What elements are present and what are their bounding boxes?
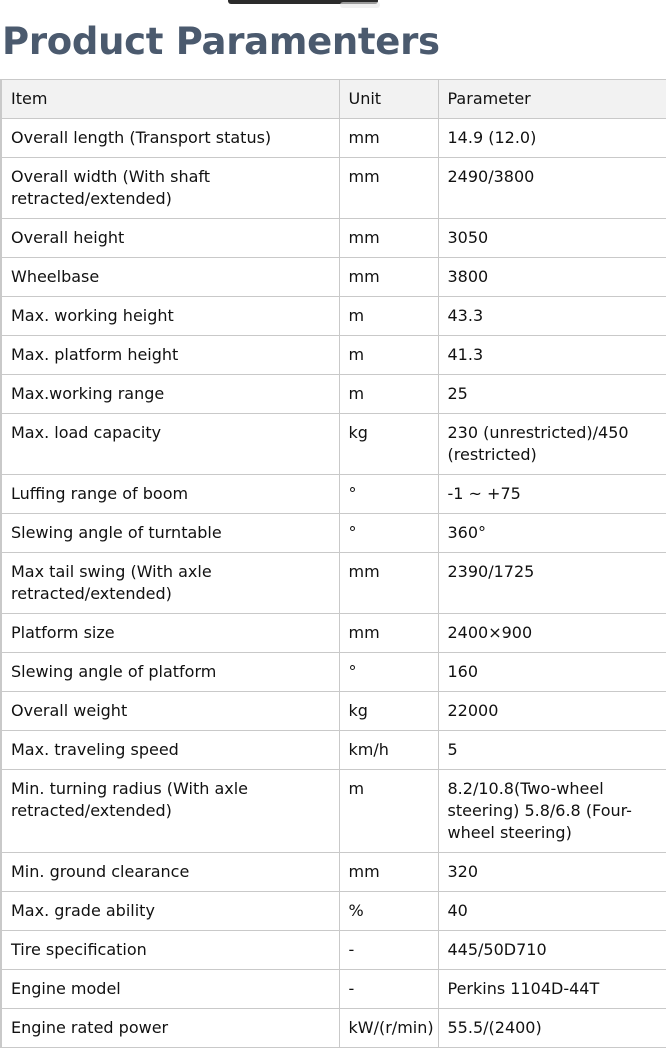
cell-item: Max. traveling speed	[1, 731, 339, 770]
cell-parameter: 3800	[438, 258, 666, 297]
parameters-table-container	[0, 79, 666, 1048]
cell-item: Max tail swing (With axle retracted/extended)	[1, 553, 339, 614]
cell-parameter: 320	[438, 853, 666, 892]
cell-unit: mm	[339, 158, 438, 219]
cell-parameter: 2390/1725	[438, 553, 666, 614]
cell-unit: m	[339, 770, 438, 853]
table-row	[1, 1009, 666, 1048]
cell-unit: km/h	[339, 731, 438, 770]
cell-unit: mm	[339, 119, 438, 158]
table-row	[1, 297, 666, 336]
cell-unit: kW/(r/min)	[339, 1009, 438, 1048]
cell-unit: m	[339, 336, 438, 375]
cell-unit: mm	[339, 219, 438, 258]
header-item: Item	[1, 80, 339, 119]
cell-parameter: 2400×900	[438, 614, 666, 653]
cell-parameter: 445/50D710	[438, 931, 666, 970]
table-row	[1, 414, 666, 475]
cell-parameter: 230 (unrestricted)/450 (restricted)	[438, 414, 666, 475]
table-row	[1, 336, 666, 375]
header-parameter: Parameter	[438, 80, 666, 119]
table-row	[1, 731, 666, 770]
cell-parameter: 2490/3800	[438, 158, 666, 219]
cell-item: Overall width (With shaft retracted/extended)	[1, 158, 339, 219]
cell-parameter: 41.3	[438, 336, 666, 375]
cell-parameter: 160	[438, 653, 666, 692]
table-header-row	[1, 80, 666, 119]
table-row	[1, 892, 666, 931]
table-row	[1, 258, 666, 297]
cell-item: Min. ground clearance	[1, 853, 339, 892]
cell-item: Engine rated power	[1, 1009, 339, 1048]
cell-parameter: 8.2/10.8(Two-wheel steering) 5.8/6.8 (Four-wheel steering)	[438, 770, 666, 853]
cell-item: Max. load capacity	[1, 414, 339, 475]
cell-unit: °	[339, 514, 438, 553]
cell-item: Overall weight	[1, 692, 339, 731]
cell-item: Slewing angle of platform	[1, 653, 339, 692]
table-row	[1, 970, 666, 1009]
cell-unit: mm	[339, 258, 438, 297]
cell-parameter: 22000	[438, 692, 666, 731]
table-row	[1, 770, 666, 853]
table-row	[1, 158, 666, 219]
cell-item: Overall height	[1, 219, 339, 258]
table-row	[1, 614, 666, 653]
table-row	[1, 653, 666, 692]
cell-item: Max. platform height	[1, 336, 339, 375]
cell-parameter: 14.9 (12.0)	[438, 119, 666, 158]
table-row	[1, 119, 666, 158]
cell-unit: °	[339, 475, 438, 514]
table-row	[1, 853, 666, 892]
cell-unit: -	[339, 970, 438, 1009]
cell-item: Engine model	[1, 970, 339, 1009]
cell-parameter: 55.5/(2400)	[438, 1009, 666, 1048]
cell-unit: mm	[339, 553, 438, 614]
table-row	[1, 553, 666, 614]
cell-item: Slewing angle of turntable	[1, 514, 339, 553]
page-title: Product Paramenters	[2, 20, 440, 63]
table-row	[1, 514, 666, 553]
cell-parameter: 360°	[438, 514, 666, 553]
cell-unit: kg	[339, 414, 438, 475]
table-row	[1, 219, 666, 258]
cell-item: Tire specification	[1, 931, 339, 970]
table-row	[1, 931, 666, 970]
table-row	[1, 475, 666, 514]
cell-parameter: -1 ~ +75	[438, 475, 666, 514]
cell-item: Platform size	[1, 614, 339, 653]
cell-unit: kg	[339, 692, 438, 731]
cell-item: Max.working range	[1, 375, 339, 414]
cell-item: Min. turning radius (With axle retracted/extended)	[1, 770, 339, 853]
cell-parameter: 3050	[438, 219, 666, 258]
table-row	[1, 375, 666, 414]
parameters-table	[0, 79, 666, 1048]
cell-item: Max. working height	[1, 297, 339, 336]
cell-parameter: 5	[438, 731, 666, 770]
cell-parameter: 25	[438, 375, 666, 414]
cell-parameter: Perkins 1104D-44T	[438, 970, 666, 1009]
cell-unit: m	[339, 375, 438, 414]
cell-unit: -	[339, 931, 438, 970]
cell-parameter: 43.3	[438, 297, 666, 336]
top-notch-highlight	[340, 2, 380, 8]
cell-unit: mm	[339, 853, 438, 892]
cell-item: Luffing range of boom	[1, 475, 339, 514]
cell-unit: °	[339, 653, 438, 692]
cell-unit: %	[339, 892, 438, 931]
cell-unit: mm	[339, 614, 438, 653]
cell-item: Max. grade ability	[1, 892, 339, 931]
cell-unit: m	[339, 297, 438, 336]
cell-parameter: 40	[438, 892, 666, 931]
cell-item: Wheelbase	[1, 258, 339, 297]
table-row	[1, 692, 666, 731]
header-unit: Unit	[339, 80, 438, 119]
cell-item: Overall length (Transport status)	[1, 119, 339, 158]
